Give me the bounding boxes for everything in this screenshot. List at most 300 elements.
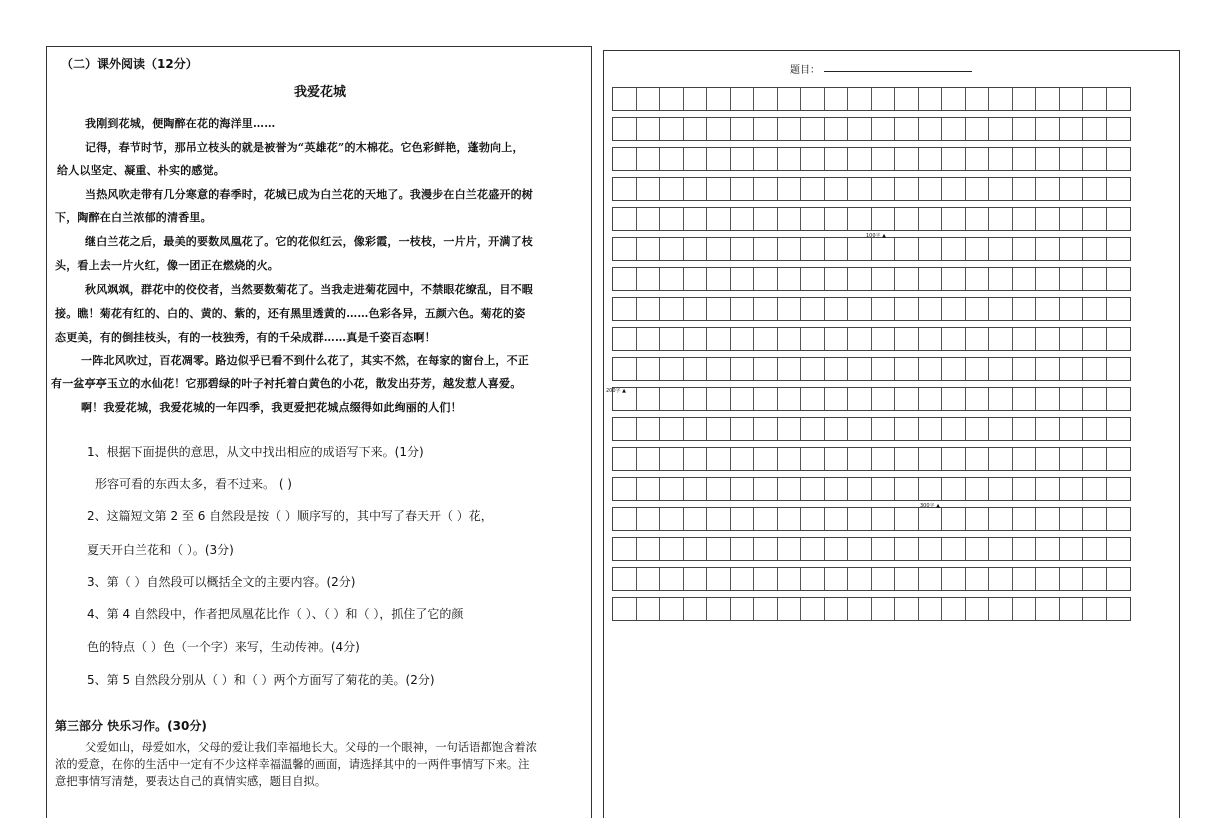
grid-cell[interactable] — [942, 148, 966, 170]
grid-cell[interactable] — [778, 88, 802, 110]
grid-cell[interactable] — [872, 358, 896, 380]
grid-cell[interactable] — [801, 508, 825, 530]
grid-cell[interactable] — [966, 178, 990, 200]
grid-cell[interactable] — [1107, 358, 1131, 380]
grid-cell[interactable] — [1013, 358, 1037, 380]
grid-cell[interactable] — [613, 328, 637, 350]
grid-cell[interactable] — [684, 478, 708, 500]
grid-cell[interactable] — [848, 478, 872, 500]
grid-cell[interactable] — [1083, 448, 1107, 470]
grid-cell[interactable] — [919, 598, 943, 620]
topic-blank-line[interactable] — [824, 71, 972, 72]
grid-cell[interactable] — [778, 568, 802, 590]
grid-cell[interactable] — [1107, 148, 1131, 170]
grid-cell[interactable] — [825, 388, 849, 410]
grid-cell[interactable] — [1083, 178, 1107, 200]
grid-cell[interactable] — [942, 478, 966, 500]
grid-cell[interactable] — [684, 238, 708, 260]
grid-cell[interactable] — [778, 478, 802, 500]
grid-cell[interactable] — [1060, 538, 1084, 560]
grid-cell[interactable] — [872, 388, 896, 410]
grid-cell[interactable] — [1083, 358, 1107, 380]
grid-cell[interactable] — [895, 298, 919, 320]
grid-cell[interactable] — [942, 358, 966, 380]
grid-cell[interactable] — [754, 418, 778, 440]
grid-cell[interactable] — [1013, 298, 1037, 320]
grid-cell[interactable] — [872, 448, 896, 470]
grid-cell[interactable] — [966, 148, 990, 170]
grid-cell[interactable] — [895, 208, 919, 230]
grid-cell[interactable] — [966, 568, 990, 590]
grid-cell[interactable] — [778, 268, 802, 290]
grid-cell[interactable] — [942, 238, 966, 260]
grid-cell[interactable] — [731, 178, 755, 200]
grid-cell[interactable] — [1083, 598, 1107, 620]
grid-cell[interactable] — [1060, 238, 1084, 260]
grid-cell[interactable] — [754, 118, 778, 140]
grid-cell[interactable] — [1083, 508, 1107, 530]
grid-cell[interactable] — [1013, 88, 1037, 110]
grid-cell[interactable] — [1060, 208, 1084, 230]
grid-cell[interactable] — [660, 598, 684, 620]
grid-cell[interactable] — [942, 118, 966, 140]
grid-cell[interactable] — [895, 358, 919, 380]
grid-cell[interactable] — [754, 208, 778, 230]
grid-cell[interactable] — [919, 118, 943, 140]
grid-cell[interactable] — [895, 448, 919, 470]
grid-cell[interactable] — [1083, 118, 1107, 140]
grid-cell[interactable] — [1060, 88, 1084, 110]
grid-cell[interactable] — [1036, 178, 1060, 200]
grid-cell[interactable] — [754, 478, 778, 500]
grid-cell[interactable] — [731, 598, 755, 620]
grid-cell[interactable] — [989, 388, 1013, 410]
grid-cell[interactable] — [660, 388, 684, 410]
grid-cell[interactable] — [966, 298, 990, 320]
grid-cell[interactable] — [707, 418, 731, 440]
grid-cell[interactable] — [613, 418, 637, 440]
grid-cell[interactable] — [778, 388, 802, 410]
grid-cell[interactable] — [966, 118, 990, 140]
grid-cell[interactable] — [1107, 88, 1131, 110]
grid-row[interactable] — [612, 87, 1131, 111]
grid-cell[interactable] — [660, 148, 684, 170]
grid-cell[interactable] — [872, 568, 896, 590]
grid-cell[interactable] — [1013, 508, 1037, 530]
grid-cell[interactable] — [684, 208, 708, 230]
grid-cell[interactable] — [1107, 598, 1131, 620]
grid-cell[interactable] — [1013, 448, 1037, 470]
grid-cell[interactable] — [919, 178, 943, 200]
grid-cell[interactable] — [731, 508, 755, 530]
grid-cell[interactable] — [825, 298, 849, 320]
grid-cell[interactable] — [1083, 88, 1107, 110]
grid-row[interactable] — [612, 357, 1131, 381]
grid-cell[interactable] — [731, 418, 755, 440]
grid-cell[interactable] — [989, 538, 1013, 560]
grid-cell[interactable] — [825, 538, 849, 560]
grid-cell[interactable] — [919, 448, 943, 470]
grid-cell[interactable] — [637, 568, 661, 590]
grid-cell[interactable] — [613, 598, 637, 620]
grid-cell[interactable] — [1013, 538, 1037, 560]
grid-cell[interactable] — [660, 178, 684, 200]
grid-row[interactable] — [612, 147, 1131, 171]
grid-cell[interactable] — [1060, 328, 1084, 350]
grid-cell[interactable] — [801, 328, 825, 350]
grid-cell[interactable] — [754, 88, 778, 110]
grid-cell[interactable] — [660, 418, 684, 440]
grid-cell[interactable] — [801, 478, 825, 500]
grid-cell[interactable] — [848, 568, 872, 590]
grid-cell[interactable] — [707, 328, 731, 350]
grid-cell[interactable] — [919, 478, 943, 500]
grid-cell[interactable] — [1013, 388, 1037, 410]
grid-cell[interactable] — [637, 388, 661, 410]
grid-row[interactable] — [612, 597, 1131, 621]
grid-cell[interactable] — [848, 358, 872, 380]
grid-cell[interactable] — [942, 178, 966, 200]
grid-cell[interactable] — [801, 538, 825, 560]
grid-cell[interactable] — [707, 388, 731, 410]
grid-cell[interactable] — [872, 118, 896, 140]
grid-cell[interactable] — [848, 448, 872, 470]
grid-cell[interactable] — [637, 298, 661, 320]
grid-cell[interactable] — [966, 208, 990, 230]
grid-cell[interactable] — [613, 118, 637, 140]
grid-cell[interactable] — [872, 178, 896, 200]
grid-cell[interactable] — [1083, 298, 1107, 320]
grid-cell[interactable] — [684, 358, 708, 380]
grid-cell[interactable] — [825, 328, 849, 350]
grid-cell[interactable] — [731, 478, 755, 500]
grid-cell[interactable] — [919, 268, 943, 290]
grid-cell[interactable] — [1107, 178, 1131, 200]
grid-cell[interactable] — [919, 388, 943, 410]
grid-cell[interactable] — [754, 178, 778, 200]
grid-cell[interactable] — [942, 418, 966, 440]
grid-cell[interactable] — [684, 568, 708, 590]
grid-cell[interactable] — [848, 388, 872, 410]
grid-cell[interactable] — [754, 538, 778, 560]
grid-cell[interactable] — [989, 148, 1013, 170]
grid-cell[interactable] — [684, 388, 708, 410]
grid-cell[interactable] — [895, 418, 919, 440]
grid-cell[interactable] — [989, 118, 1013, 140]
grid-cell[interactable] — [895, 598, 919, 620]
grid-cell[interactable] — [613, 298, 637, 320]
grid-cell[interactable] — [754, 388, 778, 410]
grid-cell[interactable] — [848, 118, 872, 140]
grid-cell[interactable] — [637, 148, 661, 170]
grid-cell[interactable] — [1083, 148, 1107, 170]
grid-cell[interactable] — [989, 298, 1013, 320]
grid-cell[interactable] — [707, 538, 731, 560]
grid-cell[interactable] — [637, 328, 661, 350]
grid-cell[interactable] — [942, 88, 966, 110]
grid-cell[interactable] — [613, 538, 637, 560]
grid-cell[interactable] — [1013, 598, 1037, 620]
grid-cell[interactable] — [1036, 478, 1060, 500]
grid-cell[interactable] — [1083, 418, 1107, 440]
grid-cell[interactable] — [707, 508, 731, 530]
grid-cell[interactable] — [754, 238, 778, 260]
grid-cell[interactable] — [872, 148, 896, 170]
grid-cell[interactable] — [801, 418, 825, 440]
grid-cell[interactable] — [801, 118, 825, 140]
grid-cell[interactable] — [778, 598, 802, 620]
grid-cell[interactable] — [778, 418, 802, 440]
grid-cell[interactable] — [731, 388, 755, 410]
grid-cell[interactable] — [848, 598, 872, 620]
grid-cell[interactable] — [637, 538, 661, 560]
grid-cell[interactable] — [825, 568, 849, 590]
grid-row[interactable] — [612, 117, 1131, 141]
grid-cell[interactable] — [919, 538, 943, 560]
grid-cell[interactable] — [825, 508, 849, 530]
grid-cell[interactable] — [966, 388, 990, 410]
grid-cell[interactable] — [872, 88, 896, 110]
grid-cell[interactable] — [825, 448, 849, 470]
grid-cell[interactable] — [801, 238, 825, 260]
grid-cell[interactable] — [684, 268, 708, 290]
grid-cell[interactable] — [989, 358, 1013, 380]
grid-cell[interactable] — [942, 598, 966, 620]
grid-cell[interactable] — [966, 598, 990, 620]
grid-cell[interactable] — [778, 178, 802, 200]
grid-cell[interactable] — [754, 358, 778, 380]
grid-cell[interactable] — [1060, 298, 1084, 320]
grid-cell[interactable] — [942, 328, 966, 350]
grid-row[interactable] — [612, 327, 1131, 351]
grid-cell[interactable] — [1013, 118, 1037, 140]
grid-cell[interactable] — [731, 118, 755, 140]
grid-cell[interactable] — [1083, 478, 1107, 500]
grid-row[interactable] — [612, 567, 1131, 591]
grid-cell[interactable] — [613, 268, 637, 290]
grid-cell[interactable] — [613, 568, 637, 590]
grid-cell[interactable] — [966, 88, 990, 110]
grid-cell[interactable] — [989, 268, 1013, 290]
grid-cell[interactable] — [825, 358, 849, 380]
grid-cell[interactable] — [637, 448, 661, 470]
grid-cell[interactable] — [778, 238, 802, 260]
grid-cell[interactable] — [848, 328, 872, 350]
grid-cell[interactable] — [942, 538, 966, 560]
grid-cell[interactable] — [825, 418, 849, 440]
grid-cell[interactable] — [919, 568, 943, 590]
grid-cell[interactable] — [942, 388, 966, 410]
grid-cell[interactable] — [1036, 328, 1060, 350]
grid-cell[interactable] — [778, 118, 802, 140]
grid-row[interactable] — [612, 477, 1131, 501]
grid-cell[interactable] — [1013, 418, 1037, 440]
grid-row[interactable] — [612, 177, 1131, 201]
grid-cell[interactable] — [754, 298, 778, 320]
grid-cell[interactable] — [919, 88, 943, 110]
grid-cell[interactable] — [872, 418, 896, 440]
grid-cell[interactable] — [660, 568, 684, 590]
grid-cell[interactable] — [1060, 448, 1084, 470]
grid-cell[interactable] — [1013, 148, 1037, 170]
grid-cell[interactable] — [707, 358, 731, 380]
grid-cell[interactable] — [1107, 208, 1131, 230]
grid-cell[interactable] — [660, 238, 684, 260]
grid-cell[interactable] — [1060, 418, 1084, 440]
grid-cell[interactable] — [801, 298, 825, 320]
grid-cell[interactable] — [684, 118, 708, 140]
grid-cell[interactable] — [1060, 148, 1084, 170]
grid-cell[interactable] — [895, 508, 919, 530]
grid-cell[interactable] — [848, 268, 872, 290]
grid-cell[interactable] — [684, 88, 708, 110]
grid-cell[interactable] — [1060, 358, 1084, 380]
grid-cell[interactable] — [872, 598, 896, 620]
grid-cell[interactable] — [1036, 88, 1060, 110]
grid-cell[interactable] — [731, 268, 755, 290]
grid-cell[interactable] — [684, 328, 708, 350]
grid-cell[interactable] — [684, 298, 708, 320]
grid-cell[interactable] — [684, 508, 708, 530]
grid-cell[interactable] — [637, 208, 661, 230]
grid-cell[interactable] — [754, 448, 778, 470]
grid-cell[interactable] — [1036, 538, 1060, 560]
grid-cell[interactable] — [825, 88, 849, 110]
grid-cell[interactable] — [1013, 178, 1037, 200]
grid-cell[interactable] — [707, 268, 731, 290]
grid-cell[interactable] — [707, 208, 731, 230]
grid-cell[interactable] — [1107, 328, 1131, 350]
grid-cell[interactable] — [1013, 268, 1037, 290]
grid-cell[interactable] — [989, 448, 1013, 470]
grid-cell[interactable] — [825, 238, 849, 260]
grid-cell[interactable] — [801, 568, 825, 590]
grid-cell[interactable] — [1036, 298, 1060, 320]
grid-cell[interactable] — [778, 298, 802, 320]
grid-cell[interactable] — [895, 328, 919, 350]
grid-cell[interactable] — [637, 268, 661, 290]
grid-cell[interactable] — [707, 298, 731, 320]
grid-cell[interactable] — [1107, 478, 1131, 500]
grid-cell[interactable] — [1107, 448, 1131, 470]
grid-cell[interactable] — [1036, 598, 1060, 620]
grid-cell[interactable] — [778, 208, 802, 230]
grid-cell[interactable] — [989, 328, 1013, 350]
grid-cell[interactable] — [942, 298, 966, 320]
grid-cell[interactable] — [637, 418, 661, 440]
grid-cell[interactable] — [637, 598, 661, 620]
grid-cell[interactable] — [1060, 568, 1084, 590]
grid-cell[interactable] — [1060, 478, 1084, 500]
grid-cell[interactable] — [825, 268, 849, 290]
grid-cell[interactable] — [731, 358, 755, 380]
grid-cell[interactable] — [872, 508, 896, 530]
grid-cell[interactable] — [1060, 178, 1084, 200]
grid-cell[interactable] — [1083, 328, 1107, 350]
grid-cell[interactable] — [684, 418, 708, 440]
grid-row[interactable] — [612, 417, 1131, 441]
grid-cell[interactable] — [1107, 268, 1131, 290]
grid-cell[interactable] — [778, 508, 802, 530]
grid-cell[interactable] — [660, 208, 684, 230]
grid-cell[interactable] — [731, 298, 755, 320]
grid-cell[interactable] — [660, 538, 684, 560]
grid-cell[interactable] — [1060, 598, 1084, 620]
grid-cell[interactable] — [872, 328, 896, 350]
grid-cell[interactable] — [966, 508, 990, 530]
grid-cell[interactable] — [848, 508, 872, 530]
grid-cell[interactable] — [613, 448, 637, 470]
grid-cell[interactable] — [637, 238, 661, 260]
grid-cell[interactable] — [895, 568, 919, 590]
grid-cell[interactable] — [966, 238, 990, 260]
grid-cell[interactable] — [1060, 388, 1084, 410]
grid-cell[interactable] — [707, 448, 731, 470]
grid-cell[interactable] — [919, 418, 943, 440]
grid-cell[interactable] — [848, 418, 872, 440]
grid-cell[interactable] — [613, 88, 637, 110]
grid-cell[interactable] — [989, 418, 1013, 440]
grid-cell[interactable] — [1013, 238, 1037, 260]
grid-cell[interactable] — [895, 238, 919, 260]
grid-cell[interactable] — [872, 538, 896, 560]
grid-cell[interactable] — [989, 478, 1013, 500]
grid-cell[interactable] — [660, 448, 684, 470]
grid-cell[interactable] — [754, 568, 778, 590]
grid-cell[interactable] — [801, 88, 825, 110]
grid-cell[interactable] — [778, 538, 802, 560]
grid-cell[interactable] — [989, 238, 1013, 260]
grid-cell[interactable] — [637, 478, 661, 500]
grid-cell[interactable] — [801, 268, 825, 290]
grid-cell[interactable] — [1013, 328, 1037, 350]
grid-cell[interactable] — [707, 478, 731, 500]
grid-cell[interactable] — [707, 118, 731, 140]
grid-cell[interactable] — [801, 208, 825, 230]
grid-cell[interactable] — [778, 148, 802, 170]
grid-cell[interactable] — [966, 538, 990, 560]
grid-cell[interactable] — [778, 358, 802, 380]
grid-cell[interactable] — [825, 148, 849, 170]
grid-cell[interactable] — [919, 298, 943, 320]
grid-cell[interactable] — [825, 178, 849, 200]
grid-row[interactable] — [612, 387, 1131, 411]
grid-cell[interactable] — [684, 448, 708, 470]
grid-cell[interactable] — [1013, 568, 1037, 590]
grid-cell[interactable] — [1107, 118, 1131, 140]
grid-cell[interactable] — [1036, 568, 1060, 590]
grid-cell[interactable] — [1060, 508, 1084, 530]
grid-cell[interactable] — [613, 148, 637, 170]
grid-cell[interactable] — [660, 328, 684, 350]
grid-cell[interactable] — [872, 298, 896, 320]
grid-cell[interactable] — [919, 238, 943, 260]
grid-cell[interactable] — [966, 478, 990, 500]
grid-cell[interactable] — [848, 298, 872, 320]
grid-cell[interactable] — [989, 88, 1013, 110]
grid-cell[interactable] — [707, 238, 731, 260]
grid-cell[interactable] — [1083, 268, 1107, 290]
grid-cell[interactable] — [942, 208, 966, 230]
grid-cell[interactable] — [731, 538, 755, 560]
grid-cell[interactable] — [731, 448, 755, 470]
grid-cell[interactable] — [1083, 388, 1107, 410]
grid-cell[interactable] — [848, 178, 872, 200]
grid-cell[interactable] — [1013, 208, 1037, 230]
grid-cell[interactable] — [825, 478, 849, 500]
grid-cell[interactable] — [731, 328, 755, 350]
grid-row[interactable] — [612, 447, 1131, 471]
